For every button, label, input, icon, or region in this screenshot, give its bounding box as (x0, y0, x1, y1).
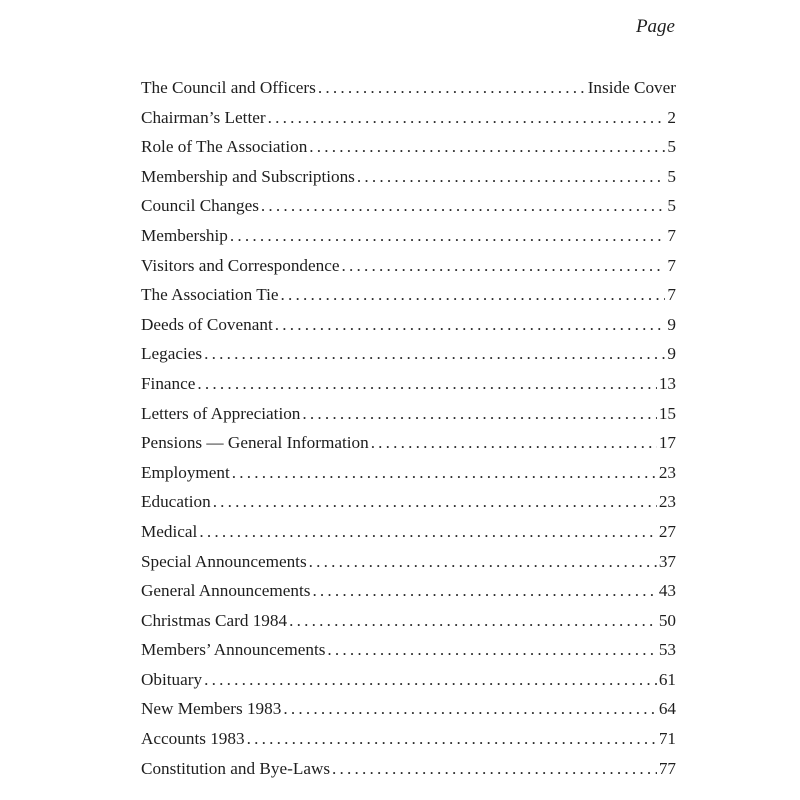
toc-entry-title: General Announcements (141, 581, 311, 601)
dot-leader (371, 428, 657, 458)
dot-leader (281, 280, 666, 310)
toc-entry (141, 694, 676, 724)
toc-entry (141, 191, 676, 221)
toc-entry (141, 251, 676, 281)
toc-entry-title: Education (141, 492, 211, 512)
dot-leader (342, 251, 666, 281)
toc-entry-page: 7 (667, 255, 676, 275)
dot-leader (357, 162, 666, 192)
dot-leader (312, 576, 656, 606)
toc-entry-title: The Association Tie (141, 285, 279, 305)
toc-entry-title: Role of The Association (141, 137, 308, 157)
toc-entry-page: 5 (667, 166, 676, 186)
toc-entry (141, 132, 676, 162)
toc-entry-page: 77 (658, 758, 676, 778)
toc-entry (141, 399, 676, 429)
toc-entry (141, 221, 676, 251)
toc-entry (141, 547, 676, 577)
dot-leader (309, 547, 657, 577)
dot-leader (204, 665, 657, 695)
toc-entry-page: 9 (667, 314, 676, 334)
toc-entry-page: 53 (658, 640, 676, 660)
table-of-contents (141, 73, 676, 783)
toc-entry-title: Deeds of Covenant (141, 314, 273, 334)
toc-entry (141, 162, 676, 192)
toc-entry-title: Pensions — General Information (141, 433, 369, 453)
dot-leader (197, 369, 656, 399)
toc-entry-title: Members’ Announcements (141, 640, 326, 660)
dot-leader (232, 458, 657, 488)
dot-leader (247, 724, 657, 754)
toc-entry-title: Membership and Subscriptions (141, 166, 355, 186)
dot-leader (204, 339, 665, 369)
toc-entry-page: 50 (658, 610, 676, 630)
toc-entry-title: Obituary (141, 669, 203, 689)
toc-entry-page: 9 (667, 344, 676, 364)
toc-entry-title: Finance (141, 373, 196, 393)
toc-entry-page: 61 (658, 669, 676, 689)
dot-leader (289, 606, 657, 636)
toc-entry (141, 517, 676, 547)
toc-entry-page: 15 (658, 403, 676, 423)
dot-leader (302, 399, 656, 429)
dot-leader (199, 517, 656, 547)
toc-entry-page: 7 (667, 225, 676, 245)
toc-entry (141, 606, 676, 636)
toc-entry-title: Visitors and Correspondence (141, 255, 340, 275)
dot-leader (309, 132, 665, 162)
toc-entry-page: 64 (658, 699, 676, 719)
toc-entry-page: 23 (658, 462, 676, 482)
dot-leader (261, 191, 665, 221)
toc-entry (141, 280, 676, 310)
toc-entry-title: The Council and Officers (141, 78, 316, 97)
toc-entry-page: 2 (667, 107, 676, 127)
toc-entry (141, 724, 676, 754)
dot-leader (318, 73, 586, 103)
dot-leader (332, 754, 657, 784)
toc-entry-page: 17 (658, 433, 676, 453)
dot-leader (268, 103, 666, 133)
toc-entry (141, 576, 676, 606)
toc-entry-page: 7 (667, 285, 676, 305)
toc-entry-page: 5 (667, 196, 676, 216)
toc-entry-page: 5 (667, 137, 676, 157)
toc-entry (141, 487, 676, 517)
dot-leader (213, 487, 657, 517)
toc-entry-page: Inside Cover (587, 78, 676, 97)
toc-entry-title: Special Announcements (141, 551, 307, 571)
toc-entry-title: Employment (141, 462, 230, 482)
toc-entry-page: 71 (658, 729, 676, 749)
toc-entry-title: Membership (141, 225, 228, 245)
toc-entry (141, 665, 676, 695)
toc-entry (141, 73, 676, 103)
toc-entry-page: 13 (658, 373, 676, 393)
toc-entry-title: Medical (141, 521, 198, 541)
toc-entry-title: Christmas Card 1984 (141, 610, 288, 630)
page-column-heading: Page (635, 16, 675, 37)
toc-entry-page: 27 (658, 521, 676, 541)
dot-leader (327, 635, 656, 665)
dot-leader (230, 221, 666, 251)
toc-entry-title: Chairman’s Letter (141, 107, 266, 127)
toc-entry-title: Legacies (141, 344, 203, 364)
toc-entry (141, 339, 676, 369)
toc-entry-page: 37 (658, 551, 676, 571)
toc-entry-title: New Members 1983 (141, 699, 282, 719)
toc-entry (141, 369, 676, 399)
toc-entry-page: 43 (658, 581, 676, 601)
toc-entry-title: Accounts 1983 (141, 729, 245, 749)
toc-entry-title: Letters of Appreciation (141, 403, 301, 423)
toc-entry (141, 428, 676, 458)
toc-entry-title: Constitution and Bye-Laws (141, 758, 331, 778)
toc-entry (141, 754, 676, 784)
dot-leader (275, 310, 666, 340)
toc-entry (141, 458, 676, 488)
dot-leader (283, 694, 656, 724)
toc-entry (141, 635, 676, 665)
toc-entry-title: Council Changes (141, 196, 259, 216)
toc-entry-page: 23 (658, 492, 676, 512)
toc-entry (141, 310, 676, 340)
toc-entry (141, 103, 676, 133)
